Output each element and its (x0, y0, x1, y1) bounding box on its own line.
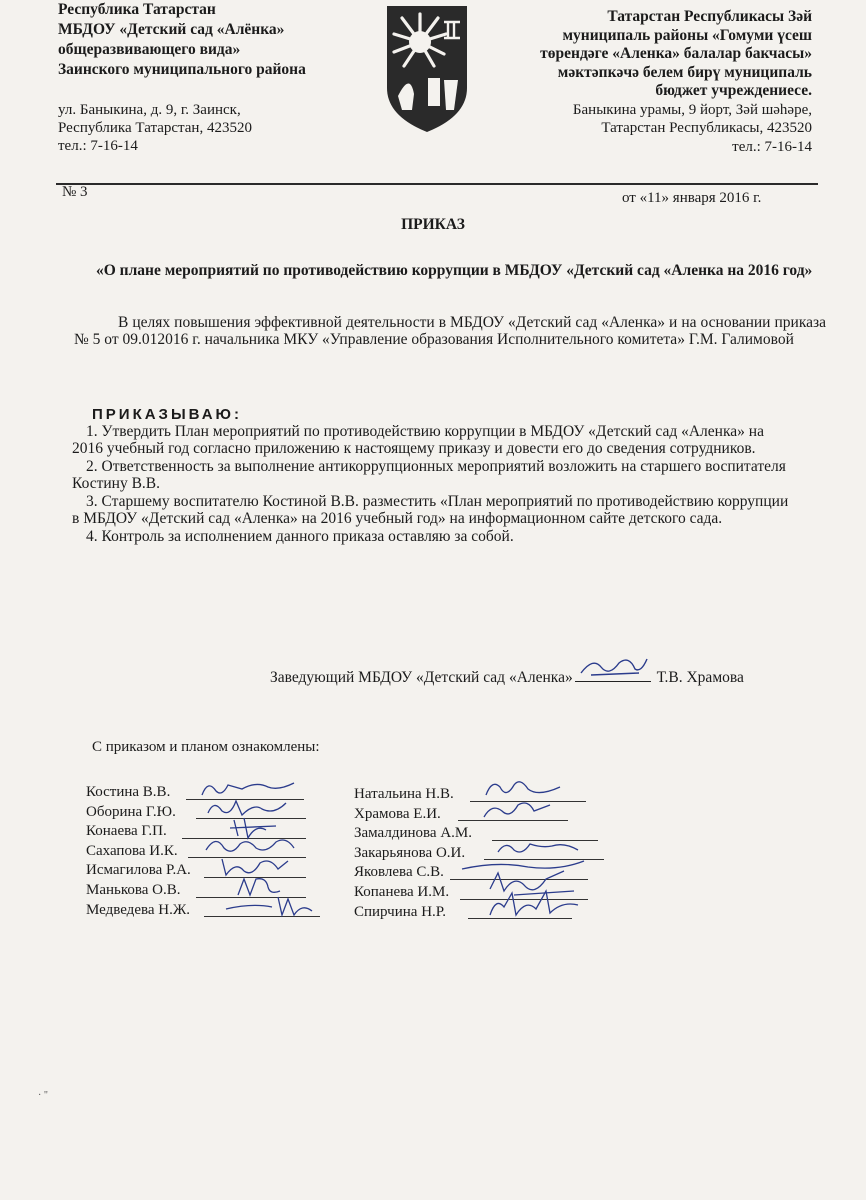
header-right-line3: төрендәге «Аленка» балалар бакчасы» (540, 45, 812, 62)
staff-row (86, 803, 191, 823)
order-items (72, 424, 792, 548)
signoff-position: Заведующий МБДОУ «Детский сад «Аленка» (270, 669, 573, 686)
header-left-addr3: тел.: 7-16-14 (58, 138, 138, 154)
order-item: 2. Ответственность за выполнение антикоррупционных мероприятий возложить на старшего воспитателя Костину В.В. (72, 458, 786, 492)
staff-list-right (354, 785, 472, 922)
document-title: ПРИКАЗ (401, 216, 465, 233)
header-left-addr1: ул. Баныкина, д. 9, г. Заинск, (58, 102, 241, 118)
staff-name: Закарьянова О.И. (354, 844, 466, 861)
header-right-addr1: Баныкина урамы, 9 йорт, Зәй шәһәре, (572, 101, 812, 118)
scan-artifact: · " (38, 1090, 48, 1101)
header-right-line2: муниципаль районы «Гомуми үсеш (562, 26, 812, 44)
signoff-name: Т.В. Храмова (656, 669, 744, 686)
signature-icon (486, 887, 586, 923)
header-right-line4: мәктәпкәчә белем бирү муниципаль (557, 63, 812, 81)
director-signature-line (575, 667, 651, 682)
staff-row (354, 824, 472, 844)
document-subject: «О плане мероприятий по противодействию коррупции в МБДОУ «Детский сад «Аленка на 2016 год» (96, 262, 813, 279)
signoff-line (270, 667, 744, 687)
staff-row (86, 901, 191, 921)
staff-row (354, 844, 472, 864)
staff-row (354, 863, 472, 883)
order-item: 1. Утвердить План мероприятий по противодействию коррупции в МБДОУ «Детский сад «Аленка» на 2016 учебный год согласно приложению к настоящему приказу и довести его до сведения сотрудников. (72, 423, 764, 457)
director-signature-icon (579, 653, 649, 683)
header-divider (56, 183, 818, 185)
staff-row (354, 785, 472, 805)
staff-name: Медведева Н.Ж. (86, 901, 191, 918)
staff-row (354, 883, 472, 903)
staff-row (86, 842, 191, 862)
coat-of-arms-icon (384, 4, 470, 134)
order-item: 4. Контроль за исполнением данного приказа оставляю за собой. (86, 528, 514, 545)
familiarized-heading: С приказом и планом ознакомлены: (92, 739, 320, 755)
staff-name: Исмагилова Р.А. (86, 862, 191, 879)
order-item: 3. Старшему воспитателю Костиной В.В. разместить «План мероприятий по противодействию коррупции в МБДОУ «Детский сад «Аленка» на 2016 учебный год» на информационном сайте детского сада. (72, 493, 789, 527)
header-right-line5: бюджет учреждениесе. (655, 82, 812, 99)
header-left-line1: Республика Татарстан (58, 1, 216, 18)
staff-name: Натальина Н.В. (354, 786, 454, 802)
signature-icon (480, 797, 560, 825)
staff-name: Копанева И.М. (354, 883, 450, 900)
staff-name: Яковлева С.В. (354, 864, 444, 881)
document-preamble: В целях повышения эффективной деятельности в МБДОУ «Детский сад «Аленка» и на основании приказа № 5 от 09.012016 г. начальника МКУ «Управление образования Исполнительного комитета» Г.М. Галимовой (74, 314, 826, 348)
header-left-address (58, 101, 306, 155)
staff-row (86, 881, 191, 901)
staff-name: Замалдинова А.М. (354, 825, 472, 842)
header-left (58, 0, 306, 155)
order-heading: ПРИКАЗЫВАЮ: (92, 406, 243, 423)
header-right-line1: Татарстан Республикасы Зәй (607, 8, 812, 25)
header-left-addr2: Республика Татарстан, 423520 (58, 120, 252, 136)
header-right (512, 8, 812, 156)
staff-row (354, 805, 472, 825)
staff-name: Сахапова И.К. (86, 842, 178, 859)
staff-name: Оборина Г.Ю. (86, 803, 176, 820)
staff-list-left (86, 783, 191, 920)
header-left-line2: МБДОУ «Детский сад «Алёнка» (58, 21, 285, 38)
header-left-line3: общеразвивающего вида» (58, 41, 241, 58)
staff-name: Конаева Г.П. (86, 823, 167, 840)
staff-row (354, 903, 472, 923)
header-right-addr3: тел.: 7-16-14 (732, 138, 812, 155)
staff-row (86, 861, 191, 881)
document-date: от «11» января 2016 г. (622, 190, 762, 206)
header-right-addr2: Татарстан Республикасы, 423520 (601, 120, 812, 136)
header-left-line4: Заинского муниципального района (58, 61, 306, 78)
staff-name: Храмова Е.И. (354, 805, 441, 822)
staff-row (86, 783, 191, 803)
staff-name: Манькова О.В. (86, 881, 181, 898)
staff-row (86, 822, 191, 842)
signature-icon (222, 891, 322, 921)
staff-name: Костина В.В. (86, 784, 171, 800)
document-number: № 3 (62, 184, 88, 200)
staff-name: Спирчина Н.Р. (354, 903, 446, 920)
